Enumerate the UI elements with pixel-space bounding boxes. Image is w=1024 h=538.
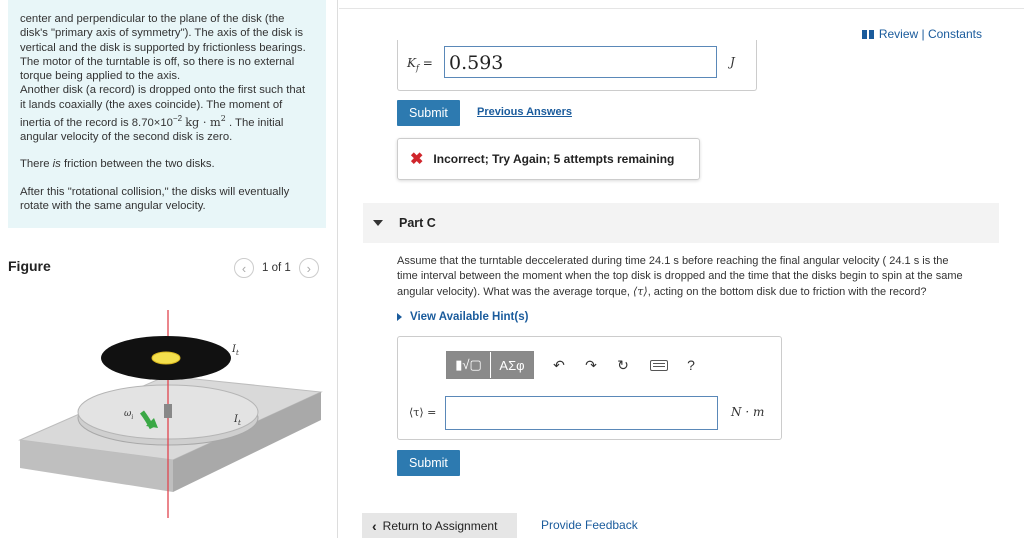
label-it: $I_t$ [232, 344, 239, 357]
chevron-left-icon[interactable]: ‹ [234, 258, 254, 278]
inertia-exponent: −2 [172, 114, 183, 124]
kf-label: $K_f$ = [407, 56, 433, 73]
problem-line: Another disk (a record) is dropped onto the first such that [20, 84, 306, 97]
problem-line: torque being applied to the axis. [20, 70, 181, 83]
tau-unit: N · m [731, 405, 765, 419]
review-constants-link[interactable] [862, 27, 982, 41]
kf-input[interactable]: 0.593 [444, 46, 717, 78]
top-divider [339, 8, 1024, 9]
return-label: Return to Assignment [382, 518, 498, 533]
book-icon [862, 30, 874, 39]
templates-button[interactable]: ▮√▢ [447, 352, 491, 378]
question-line: angular velocity). What was the average torque, ⟨τ⟩, acting on the bottom disk due to friction with the record? [397, 285, 927, 299]
problem-line: angular velocity of the second disk is zero. [20, 131, 233, 144]
inertia-prefix: inertia of the record is 8.70×10 [20, 116, 173, 129]
left-panel [0, 0, 338, 538]
question-line: time interval between the moment when the top disk is dropped and the time that the disks begin to spin at the same [397, 270, 963, 283]
problem-line: After this "rotational collision," the disks will eventually [20, 185, 290, 198]
inertia-suffix: . The initial [225, 116, 284, 129]
figure-image [8, 300, 328, 532]
hint-label: View Available Hint(s) [410, 311, 529, 323]
reset-icon[interactable]: ↻ [617, 356, 629, 373]
incorrect-feedback [397, 138, 700, 180]
tau-input-label: ⟨τ⟩ = [409, 406, 437, 419]
problem-line: center and perpendicular to the plane of the disk (the [20, 13, 285, 25]
problem-line: disk's "primary axis of symmetry"). The axis of the disk is [20, 27, 304, 40]
record-label [152, 352, 180, 364]
friction-line [20, 157, 314, 171]
right-panel [339, 0, 1024, 538]
figure-nav [234, 258, 319, 278]
question-line: Assume that the turntable deccelerated during time 24.1 s before reaching the final angular velocity ( 24.1 s is the [397, 255, 949, 267]
previous-answers-link[interactable]: Previous Answers [477, 106, 572, 118]
friction-post: friction between the two disks. [60, 158, 215, 171]
figure-bar [8, 256, 328, 280]
problem-line: The motor of the turntable is off, so there is no external [20, 55, 295, 68]
friction-emphasis: is [52, 158, 61, 171]
return-to-assignment-button[interactable] [362, 513, 517, 538]
label-ib: $I_t$ [234, 414, 241, 427]
problem-line: it lands coaxially (the axes coincide). The moment of [20, 98, 283, 111]
spindle [164, 404, 172, 418]
kf-unit: J [730, 55, 735, 69]
part-b-submit-button[interactable]: Submit [397, 100, 460, 126]
view-hints-link[interactable] [397, 311, 528, 323]
inertia-line [20, 112, 314, 130]
inertia-unit: kg · m [185, 115, 221, 129]
label-omega: $\omega_i$ [124, 409, 134, 421]
tau-input[interactable] [445, 396, 718, 430]
chevron-right-icon[interactable]: › [299, 258, 319, 278]
figure-label: Figure [8, 258, 51, 274]
help-icon[interactable]: ? [687, 357, 695, 373]
figure-count: 1 of 1 [262, 262, 291, 274]
problem-line: rotate with the same angular velocity. [20, 200, 206, 213]
problem-statement [8, 0, 326, 228]
friction-pre: There [20, 158, 53, 171]
caret-right-icon [397, 313, 402, 321]
caret-down-icon [373, 220, 383, 226]
tau-symbol: ⟨τ⟩ [633, 285, 648, 299]
feedback-text: Incorrect; Try Again; 5 attempts remaining [433, 152, 675, 166]
inertia-unit-exponent: 2 [220, 114, 226, 124]
math-toolbar [446, 351, 702, 379]
provide-feedback-link[interactable]: Provide Feedback [541, 518, 638, 532]
x-icon: ✖ [410, 151, 424, 168]
chevron-left-icon: ‹ [372, 517, 377, 534]
review-constants-label: Review | Constants [878, 27, 982, 41]
undo-icon[interactable]: ↶ [553, 356, 565, 373]
toolbar-button-group [446, 351, 534, 379]
part-c-title: Part C [399, 216, 436, 230]
redo-icon[interactable]: ↷ [585, 356, 597, 373]
greek-button[interactable]: ΑΣφ [491, 352, 533, 378]
keyboard-icon[interactable] [650, 360, 668, 371]
part-c-question [397, 254, 997, 301]
part-c-header[interactable] [363, 203, 999, 243]
problem-line: vertical and the disk is supported by frictionless bearings. [20, 41, 306, 54]
part-c-submit-button[interactable]: Submit [397, 450, 460, 476]
